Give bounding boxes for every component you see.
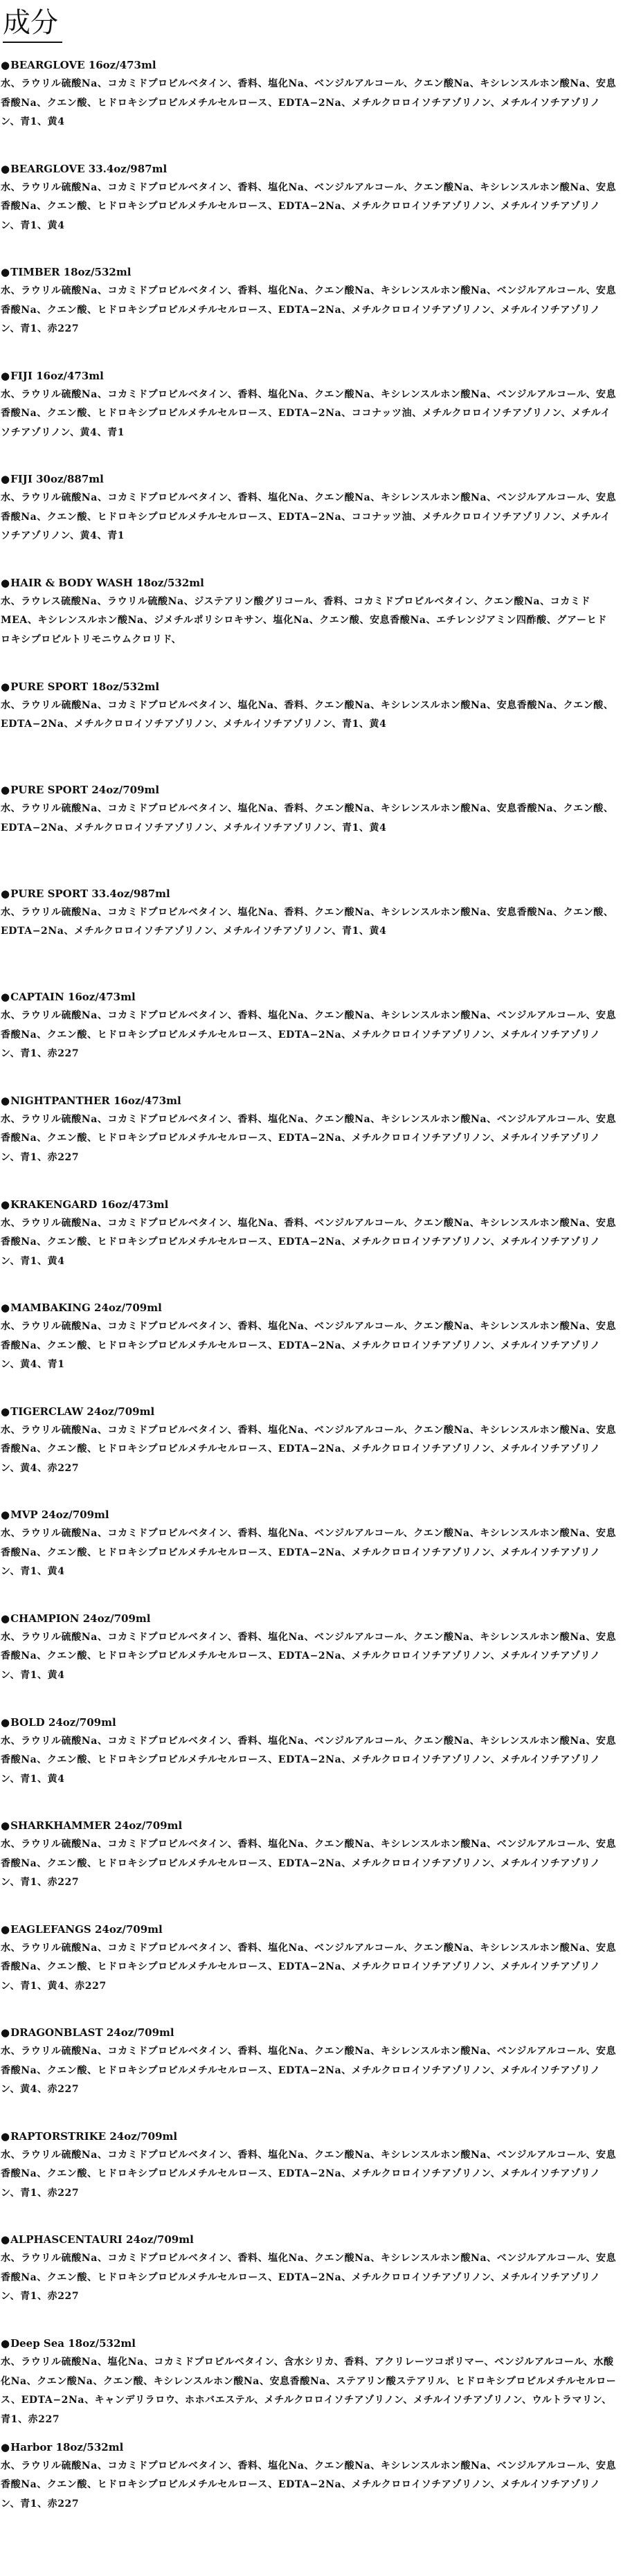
product-name (1, 2334, 617, 2353)
product-entry (1, 1920, 617, 2024)
product-ingredients: 水、ラウリル硫酸Na、コカミドプロピルベタイン、香料、塩化Na、ベンジルアルコール、クエン酸Na、キシレンスルホン酸Na、安息香酸Na、クエン酸、ヒドロキシプロピルメチルセルロース、EDTA−2Na、メチルクロロイソチアゾリノン、メチルイソチアゾリノン、青1、黄4 (1, 1528, 617, 1578)
product-entry (1, 159, 617, 263)
product-entry (1, 1298, 617, 1402)
product-name (1, 55, 617, 75)
product-ingredients: 水、ラウリル硫酸Na、コカミドプロピルベタイン、香料、塩化Na、クエン酸Na、キシレンスルホン酸Na、ベンジルアルコール、安息香酸Na、クエン酸、ヒドロキシプロピルメチルセルロース、EDTA−2Na、メチルクロロイソチアゾリノン、メチルイソチアゾリノン、黄4、赤227 (1, 2046, 617, 2096)
bullet-icon: ● (1, 2129, 10, 2143)
product-ingredients: 水、ラウリル硫酸Na、コカミドプロピルベタイン、塩化Na、香料、クエン酸Na、キシレンスルホン酸Na、安息香酸Na、クエン酸、EDTA−2Na、メチルクロロイソチアゾリノン、メチルイソチアゾリノン、青1、黄4 (1, 699, 614, 730)
product-name-text: PURE SPORT 18oz/532ml (10, 680, 160, 693)
product-name-text: PURE SPORT 33.4oz/987ml (10, 887, 170, 900)
product-ingredients: 水、ラウリル硫酸Na、コカミドプロピルベタイン、香料、塩化Na、クエン酸Na、キシレンスルホン酸Na、ベンジルアルコール、安息香酸Na、クエン酸、ヒドロキシプロピルメチルセルロース、EDTA−2Na、メチルクロロイソチアゾリノン、メチルイソチアゾリノン、青1、赤227 (1, 1010, 617, 1060)
bullet-icon: ● (1, 1819, 10, 1832)
product-entry (1, 987, 617, 1091)
bullet-icon: ● (1, 1094, 10, 1107)
product-name (1, 1195, 617, 1214)
product-ingredients: 水、ラウリル硫酸Na、コカミドプロピルベタイン、香料、塩化Na、クエン酸Na、キシレンスルホン酸Na、ベンジルアルコール、安息香酸Na、クエン酸、ヒドロキシプロピルメチルセルロース、EDTA−2Na、メチルクロロイソチアゾリノン、メチルイソチアゾリノン、青1、赤227 (1, 2149, 617, 2199)
product-ingredients: 水、ラウリル硫酸Na、コカミドプロピルベタイン、香料、塩化Na、ベンジルアルコール、クエン酸Na、キシレンスルホン酸Na、安息香酸Na、クエン酸、ヒドロキシプロピルメチルセルロース、EDTA−2Na、メチルクロロイソチアゾリノン、メチルイソチアゾリノン、青1、黄4、赤227 (1, 1942, 617, 1992)
product-entry (1, 1816, 617, 1920)
product-name (1, 987, 617, 1007)
bullet-icon: ● (1, 1405, 10, 1418)
product-name-text: Deep Sea 18oz/532ml (10, 2337, 136, 2350)
product-ingredients: 水、ラウリル硫酸Na、コカミドプロピルベタイン、塩化Na、香料、クエン酸Na、キシレンスルホン酸Na、安息香酸Na、クエン酸、EDTA−2Na、メチルクロロイソチアゾリノン、メチルイソチアゾリノン、青1、黄4 (1, 803, 614, 834)
product-name-text: MAMBAKING 24oz/709ml (10, 1301, 162, 1315)
product-name-text: MVP 24oz/709ml (10, 1508, 109, 1522)
product-name-text: HAIR & BODY WASH 18oz/532ml (10, 576, 204, 589)
product-entry (1, 2023, 617, 2127)
product-entry (1, 2334, 617, 2438)
bullet-icon: ● (1, 266, 10, 279)
product-name-text: BOLD 24oz/709ml (10, 1715, 116, 1729)
product-ingredients: 水、ラウリル硫酸Na、コカミドプロピルベタイン、香料、塩化Na、クエン酸Na、キシレンスルホン酸Na、ベンジルアルコール、安息香酸Na、クエン酸、ヒドロキシプロピルメチルセルロース、EDTA−2Na、メチルクロロイソチアゾリノン、メチルイソチアゾリノン、青1、赤227 (1, 1113, 617, 1163)
product-name-text: CAPTAIN 16oz/473ml (10, 991, 136, 1004)
product-name (1, 2023, 617, 2042)
product-name (1, 1816, 617, 1835)
product-ingredients: 水、ラウリル硫酸Na、コカミドプロピルベタイン、香料、塩化Na、クエン酸Na、キシレンスルホン酸Na、ベンジルアルコール、安息香酸Na、クエン酸、ヒドロキシプロピルメチルセルロース、EDTA−2Na、ココナッツ油、メチルクロロイソチアゾリノン、メチルイソチアゾリノン、黄4、青1 (1, 388, 617, 438)
product-name (1, 159, 617, 179)
bullet-icon: ● (1, 1301, 10, 1315)
product-name (1, 884, 617, 903)
bullet-icon: ● (1, 1922, 10, 1936)
bullet-icon: ● (1, 887, 10, 900)
product-ingredients: 水、ラウリル硫酸Na、コカミドプロピルベタイン、香料、塩化Na、ベンジルアルコール、クエン酸Na、キシレンスルホン酸Na、安息香酸Na、クエン酸、ヒドロキシプロピルメチルセルロース、EDTA−2Na、メチルクロロイソチアゾリノン、メチルイソチアゾリノン、黄4、青1 (1, 1321, 617, 1371)
product-ingredients: 水、ラウリル硫酸Na、コカミドプロピルベタイン、香料、塩化Na、クエン酸Na、キシレンスルホン酸Na、ベンジルアルコール、安息香酸Na、クエン酸、ヒドロキシプロピルメチルセルロース、EDTA−2Na、メチルクロロイソチアゾリノン、メチルイソチアゾリノン、青1、赤227 (1, 2460, 617, 2510)
bullet-icon: ● (1, 2440, 10, 2453)
product-ingredients: 水、ラウリル硫酸Na、コカミドプロピルベタイン、香料、塩化Na、ベンジルアルコール、クエン酸Na、キシレンスルホン酸Na、安息香酸Na、クエン酸、ヒドロキシプロピルメチルセルロース、EDTA−2Na、メチルクロロイソチアゾリノン、メチルイソチアゾリノン、青1、黄4 (1, 181, 617, 231)
product-name-text: ALPHASCENTAURI 24oz/709ml (10, 2233, 194, 2246)
product-ingredients: 水、ラウレス硫酸Na、ラウリル硫酸Na、ジステアリン酸グリコール、香料、コカミドプロピルベタイン、クエン酸Na、コカミドMEA、キシレンスルホン酸Na、ジメチルポリシロキサン、塩化Na、クエン酸、安息香酸Na、エチレンジアミン四酢酸、グアーヒドロキシプロピルトリモニウムクロリド、 (1, 595, 607, 645)
bullet-icon: ● (1, 784, 10, 797)
product-name-text: BEARGLOVE 16oz/473ml (10, 59, 156, 71)
product-entry (1, 2127, 617, 2231)
product-ingredients: 水、ラウリル硫酸Na、コカミドプロピルベタイン、香料、塩化Na、ベンジルアルコール、クエン酸Na、キシレンスルホン酸Na、安息香酸Na、クエン酸、ヒドロキシプロピルメチルセルロース、EDTA−2Na、メチルクロロイソチアゾリノン、メチルイソチアゾリノン、青1、黄4 (1, 1631, 617, 1681)
product-name-text: SHARKHAMMER 24oz/709ml (10, 1819, 183, 1832)
product-entry (1, 2230, 617, 2334)
product-name (1, 677, 617, 696)
product-ingredients: 水、ラウリル硫酸Na、コカミドプロピルベタイン、香料、塩化Na、クエン酸Na、キシレンスルホン酸Na、ベンジルアルコール、安息香酸Na、クエン酸、ヒドロキシプロピルメチルセルロース、EDTA−2Na、ココナッツ油、メチルクロロイソチアゾリノン、メチルイソチアゾリノン、黄4、青1 (1, 492, 617, 542)
bullet-icon: ● (1, 680, 10, 693)
product-name-text: TIMBER 18oz/532ml (10, 266, 132, 279)
product-entry (1, 1609, 617, 1713)
product-name (1, 1713, 617, 1732)
product-name-text: BEARGLOVE 33.4oz/987ml (10, 162, 168, 175)
bullet-icon: ● (1, 1715, 10, 1729)
bullet-icon: ● (1, 369, 10, 382)
product-entry (1, 573, 617, 677)
product-entry (1, 1713, 617, 1817)
product-name-text: KRAKENGARD 16oz/473ml (10, 1198, 169, 1211)
product-name (1, 262, 617, 282)
bullet-icon: ● (1, 2233, 10, 2246)
product-name-text: FIJI 16oz/473ml (10, 369, 104, 382)
product-ingredients: 水、ラウリル硫酸Na、塩化Na、コカミドプロピルベタイン、含水シリカ、香料、アクリレーツコポリマー、ベンジルアルコール、水酸化Na、クエン酸Na、クエン酸、キシレンスルホン酸Na、安息香酸Na、ステアリン酸ステアリル、ヒドロキシプロピルメチルセルロース、EDTA−2Na、キャンデリラロウ、ホホバエステル、メチルクロロイソチアゾリノン、メチルイソチアゾリノン、ウルトラマリン、青1、赤227 (1, 2357, 617, 2425)
product-ingredients: 水、ラウリル硫酸Na、コカミドプロピルベタイン、香料、塩化Na、クエン酸Na、キシレンスルホン酸Na、ベンジルアルコール、安息香酸Na、クエン酸、ヒドロキシプロピルメチルセルロース、EDTA−2Na、メチルクロロイソチアゾリノン、メチルイソチアゾリノン、青1、赤227 (1, 285, 617, 335)
product-name-text: CHAMPION 24oz/709ml (10, 1612, 151, 1625)
product-name (1, 1609, 617, 1628)
product-ingredients: 水、ラウリル硫酸Na、コカミドプロピルベタイン、香料、塩化Na、クエン酸Na、キシレンスルホン酸Na、ベンジルアルコール、安息香酸Na、クエン酸、ヒドロキシプロピルメチルセルロース、EDTA−2Na、メチルクロロイソチアゾリノン、メチルイソチアゾリノン、青1、赤227 (1, 1839, 617, 1889)
product-name (1, 1505, 617, 1524)
product-name (1, 2230, 617, 2249)
product-name (1, 2127, 617, 2146)
product-ingredients: 水、ラウリル硫酸Na、コカミドプロピルベタイン、香料、塩化Na、ベンジルアルコール、クエン酸Na、キシレンスルホン酸Na、安息香酸Na、クエン酸、ヒドロキシプロピルメチルセルロース、EDTA−2Na、メチルクロロイソチアゾリノン、メチルイソチアゾリノン、黄4、赤227 (1, 1424, 617, 1474)
bullet-icon: ● (1, 1508, 10, 1522)
product-name-text: RAPTORSTRIKE 24oz/709ml (10, 2129, 178, 2143)
product-entry (1, 2438, 617, 2541)
product-name-text: PURE SPORT 24oz/709ml (10, 784, 160, 797)
product-name (1, 366, 617, 386)
product-name (1, 573, 617, 593)
product-name-text: DRAGONBLAST 24oz/709ml (10, 2026, 174, 2039)
product-entry (1, 1402, 617, 1506)
product-name (1, 469, 617, 489)
product-entry (1, 262, 617, 366)
bullet-icon: ● (1, 162, 10, 175)
product-entry (1, 366, 617, 470)
bullet-icon: ● (1, 59, 10, 71)
product-name (1, 1298, 617, 1317)
bullet-icon: ● (1, 1612, 10, 1625)
bullet-icon: ● (1, 2026, 10, 2039)
product-name-text: TIGERCLAW 24oz/709ml (10, 1405, 155, 1418)
product-name (1, 1402, 617, 1421)
product-name (1, 1091, 617, 1110)
product-entry (1, 677, 617, 781)
product-name-text: Harbor 18oz/532ml (10, 2440, 124, 2453)
bullet-icon: ● (1, 576, 10, 589)
product-ingredients: 水、ラウリル硫酸Na、コカミドプロピルベタイン、香料、塩化Na、ベンジルアルコール、クエン酸Na、キシレンスルホン酸Na、安息香酸Na、クエン酸、ヒドロキシプロピルメチルセルロース、EDTA−2Na、メチルクロロイソチアゾリノン、メチルイソチアゾリノン、青1、黄4 (1, 78, 617, 127)
product-entry (1, 1091, 617, 1195)
product-entry (1, 780, 617, 884)
product-entry (1, 469, 617, 573)
product-name-text: FIJI 30oz/887ml (10, 473, 104, 486)
product-ingredients: 水、ラウリル硫酸Na、コカミドプロピルベタイン、香料、塩化Na、ベンジルアルコール、クエン酸Na、キシレンスルホン酸Na、安息香酸Na、クエン酸、ヒドロキシプロピルメチルセルロース、EDTA−2Na、メチルクロロイソチアゾリノン、メチルイソチアゾリノン、青1、黄4 (1, 1735, 617, 1785)
product-name-text: NIGHTPANTHER 16oz/473ml (10, 1094, 181, 1107)
product-entry (1, 1195, 617, 1299)
product-name (1, 1920, 617, 1939)
product-name (1, 2438, 617, 2457)
product-name (1, 780, 617, 800)
bullet-icon: ● (1, 473, 10, 486)
product-entry (1, 884, 617, 988)
product-entry (1, 1505, 617, 1609)
product-entry (1, 55, 617, 159)
bullet-icon: ● (1, 1198, 10, 1211)
bullet-icon: ● (1, 991, 10, 1004)
page-title: 成分 (3, 6, 62, 43)
product-list (0, 55, 623, 2541)
product-ingredients: 水、ラウリル硫酸Na、コカミドプロピルベタイン、塩化Na、香料、クエン酸Na、キシレンスルホン酸Na、安息香酸Na、クエン酸、EDTA−2Na、メチルクロロイソチアゾリノン、メチルイソチアゾリノン、青1、黄4 (1, 906, 614, 937)
product-name-text: EAGLEFANGS 24oz/709ml (10, 1922, 163, 1936)
product-ingredients: 水、ラウリル硫酸Na、コカミドプロピルベタイン、香料、塩化Na、クエン酸Na、キシレンスルホン酸Na、ベンジルアルコール、安息香酸Na、クエン酸、ヒドロキシプロピルメチルセルロース、EDTA−2Na、メチルクロロイソチアゾリノン、メチルイソチアゾリノン、青1、赤227 (1, 2253, 617, 2303)
product-ingredients: 水、ラウリル硫酸Na、コカミドプロピルベタイン、塩化Na、香料、ベンジルアルコール、クエン酸Na、キシレンスルホン酸Na、安息香酸Na、クエン酸、ヒドロキシプロピルメチルセルロース、EDTA−2Na、メチルクロロイソチアゾリノン、メチルイソチアゾリノン、青1、黄4 (1, 1217, 617, 1267)
bullet-icon: ● (1, 2337, 10, 2350)
